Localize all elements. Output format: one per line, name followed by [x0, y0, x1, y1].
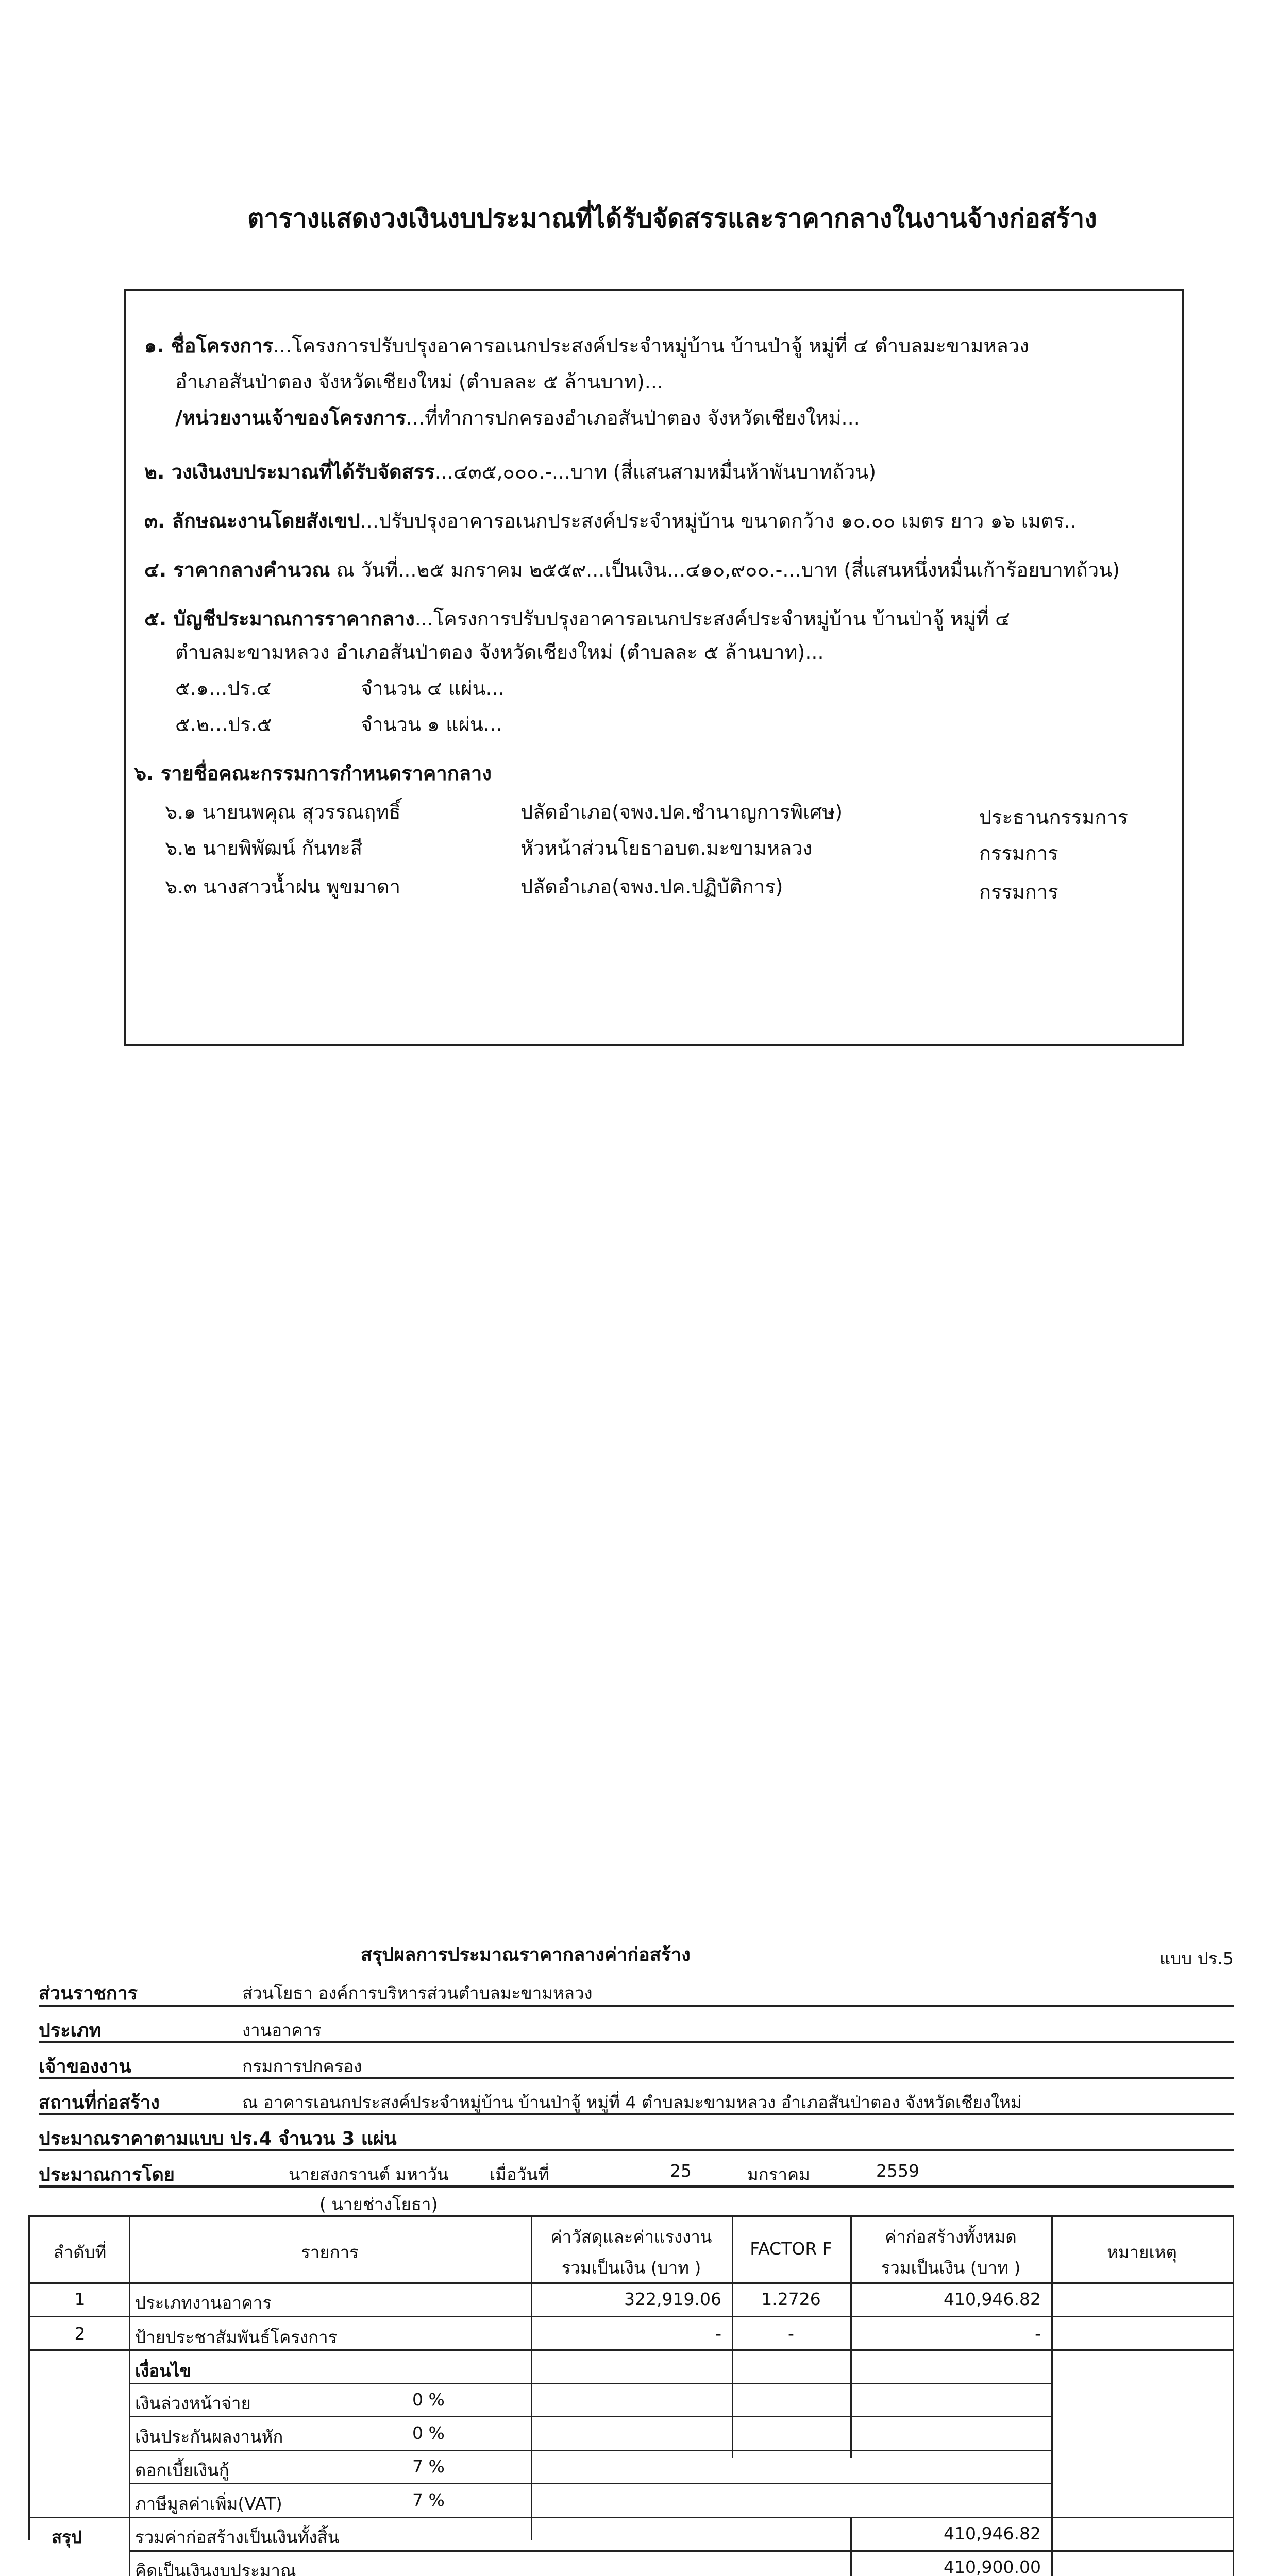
table-border [1051, 2517, 1053, 2576]
header-factor: FACTOR F [750, 2239, 832, 2259]
item1-line2: อำเภอสันป่าตอง จังหวัดเชียงใหม่ (ตำบลละ ๕ ล้านบาท)... [175, 370, 664, 393]
item5-sub-1-qty: จำนวน ๔ แผ่น... [361, 677, 505, 700]
form-code: แบบ ปร.5 [1159, 1948, 1234, 1969]
condition-interest-label: ดอกเบี้ยเงินกู้ [135, 2460, 229, 2480]
condition-guarantee-value: 0 % [412, 2423, 445, 2443]
date-month: มกราคม [747, 2164, 810, 2184]
item3-text: ...ปรับปรุงอาคารอเนกประสงค์ประจำหมู่บ้าน ขนาดกว้าง ๑๐.๐๐ เมตร ยาว ๑๖ เมตร.. [360, 510, 1077, 532]
condition-advance-value: 0 % [412, 2389, 445, 2410]
table-border [28, 2215, 1234, 2217]
summary-budget-label: คิดเป็นเงินงบประมาณ [135, 2561, 296, 2576]
table-border [28, 2282, 1234, 2284]
row-agency-value: ส่วนโยธา องค์การบริหารส่วนตำบลมะขามหลวง [242, 1983, 593, 2003]
table-row-line [129, 2483, 1051, 2484]
row2-factor: - [788, 2324, 794, 2344]
divider [39, 2041, 1234, 2043]
item1-text: ...โครงการปรับปรุงอาคารอเนกประสงค์ประจำหมู่บ้าน บ้านป่าจู้ หมู่ที่ ๔ ตำบลมะขามหลวง [273, 334, 1029, 357]
item5-line [144, 603, 1010, 634]
date-year: 2559 [876, 2161, 919, 2181]
row2-item: ป้ายประชาสัมพันธ์โครงการ [135, 2327, 338, 2347]
item1-agency-label: /หน่วยงานเจ้าของโครงการ [175, 406, 406, 429]
row2-cost: - [715, 2324, 721, 2344]
estimated-by-name: นายสงกรานต์ มหาวัน [289, 2164, 449, 2184]
row-owner-label: เจ้าของงาน [39, 2056, 131, 2077]
table-border [28, 2215, 30, 2540]
committee-2-position: หัวหน้าส่วนโยธาอบต.มะขามหลวง [520, 837, 813, 859]
item4-label: ๔. ราคากลางคำนวณ [144, 558, 330, 581]
table-row-line [129, 2416, 1051, 2417]
divider [39, 2185, 1234, 2188]
page2-title: สรุปผลการประมาณราคากลางค่าก่อสร้าง [361, 1944, 691, 1965]
row-type-value: งานอาคาร [242, 2020, 322, 2040]
committee-2-role: กรรมการ [979, 842, 1058, 865]
item1-line [144, 330, 1029, 361]
item1-agency-line [175, 402, 860, 433]
item2-line [144, 456, 876, 487]
table-row-line [129, 2450, 1051, 2451]
committee-1-name: ๖.๑ นายนพคุณ สุวรรณฤทธิ์ [165, 801, 401, 823]
page1-title: ตารางแสดงวงเงินงบประมาณที่ได้รับจัดสรรและราคากลางในงานจ้างก่อสร้าง [247, 204, 1097, 233]
committee-1-position: ปลัดอำเภอ(จพง.ปค.ชำนาญการพิเศษ) [520, 801, 843, 823]
header-total-line2: รวมเป็นเงิน (บาท ) [881, 2258, 1021, 2278]
condition-interest-value: 7 % [412, 2456, 445, 2477]
row-owner-value: กรมการปกครอง [242, 2056, 362, 2076]
row-site-value: ณ อาคารเอนกประสงค์ประจำหมู่บ้าน บ้านป่าจู้ หมู่ที่ 4 ตำบลมะขามหลวง อำเภอสันป่าตอง จังหวัดเชียงใหม่ [242, 2092, 1022, 2112]
table-border [850, 2517, 852, 2576]
divider [39, 2149, 1234, 2151]
header-total-line1: ค่าก่อสร้างทั้งหมด [885, 2227, 1017, 2247]
table-border [129, 2517, 130, 2576]
header-note: หมายเหตุ [1107, 2242, 1177, 2262]
committee-1-role: ประธานกรรมการ [979, 806, 1129, 828]
item1-agency-text: ...ที่ทำการปกครองอำเภอสันป่าตอง จังหวัดเชียงใหม่... [406, 406, 860, 429]
item5-sub-2-qty: จำนวน ๑ แผ่น... [361, 713, 502, 736]
committee-3-role: กรรมการ [979, 880, 1058, 903]
header-cost-line1: ค่าวัสดุและค่าแรงงาน [550, 2227, 712, 2247]
row1-total: 410,946.82 [944, 2289, 1041, 2309]
header-no: ลำดับที่ [53, 2242, 107, 2262]
table-border [1233, 2517, 1234, 2576]
item3-line [144, 505, 1077, 536]
summary-label: สรุป [52, 2527, 82, 2547]
item3-label: ๓. ลักษณะงานโดยสังเขป [144, 510, 360, 532]
item4-text: ณ วันที่...๒๕ มกราคม ๒๕๕๙...เป็นเงิน...๔๑๐,๙๐๐.-...บาท (สี่แสนหนึ่งหมื่นเก้าร้อยบาทถ้วน) [336, 558, 1120, 581]
row1-cost: 322,919.06 [624, 2289, 721, 2309]
row2-total: - [1035, 2324, 1041, 2344]
table-row-line [28, 2349, 1234, 2351]
conditions-label: เงื่อนไข [135, 2361, 191, 2381]
table-row-line [28, 2316, 1234, 2317]
row1-no: 1 [74, 2289, 86, 2309]
estimated-by-label: ประมาณการโดย [39, 2164, 175, 2185]
row-type-label: ประเภท [39, 2020, 102, 2041]
item5-line2: ตำบลมะขามหลวง อำเภอสันป่าตอง จังหวัดเชียงใหม่ (ตำบลละ ๕ ล้านบาท)... [175, 641, 824, 664]
committee-2-name: ๖.๒ นายพิพัฒน์ กันทะสี [165, 837, 363, 859]
estimate-line: ประมาณราคาตามแบบ ปร.4 จำนวน 3 แผ่น [39, 2128, 397, 2149]
table-row-line [28, 2517, 1234, 2518]
summary-total-label: รวมค่าก่อสร้างเป็นเงินทั้งสิ้น [135, 2527, 340, 2547]
summary-budget: 410,900.00 [944, 2557, 1041, 2576]
date-label: เมื่อวันที่ [490, 2164, 549, 2184]
committee-3-name: ๖.๓ นางสาวน้ำฝน พูขมาดา [165, 875, 401, 898]
row1-item: ประเภทงานอาคาร [135, 2293, 272, 2313]
item2-text: ...๔๓๕,๐๐๐.-...บาท (สี่แสนสามหมื่นห้าพันบาทถ้วน) [434, 461, 877, 483]
table-border [1233, 2215, 1234, 2540]
condition-vat-value: 7 % [412, 2490, 445, 2510]
table-row-line [129, 2383, 1051, 2384]
summary-total: 410,946.82 [944, 2523, 1041, 2544]
item1-label: ๑. ชื่อโครงการ [144, 334, 273, 357]
divider [39, 2005, 1234, 2007]
condition-guarantee-label: เงินประกันผลงานหัก [135, 2427, 283, 2447]
divider [39, 2113, 1234, 2115]
item5-label: ๕. บัญชีประมาณการราคากลาง [144, 607, 415, 630]
item5-sub-2-code: ๕.๒...ปร.๕ [175, 713, 272, 736]
item6-label: ๖. รายชื่อคณะกรรมการกำหนดราคากลาง [134, 762, 492, 785]
item5-sub-1-code: ๕.๑...ปร.๔ [175, 677, 272, 700]
row2-no: 2 [74, 2324, 86, 2344]
committee-3-position: ปลัดอำเภอ(จพง.ปค.ปฏิบัติการ) [520, 875, 783, 898]
condition-vat-label: ภาษีมูลค่าเพิ่ม(VAT) [135, 2494, 282, 2514]
item4-line [144, 554, 1120, 585]
divider [39, 2077, 1234, 2079]
table-row-line [129, 2550, 1234, 2552]
item2-label: ๒. วงเงินงบประมาณที่ได้รับจัดสรร [144, 461, 435, 483]
condition-advance-label: เงินล่วงหน้าจ่าย [135, 2393, 251, 2413]
row-site-label: สถานที่ก่อสร้าง [39, 2092, 160, 2113]
item5-text: ...โครงการปรับปรุงอาคารอเนกประสงค์ประจำหมู่บ้าน บ้านป่าจู้ หมู่ที่ ๔ [414, 607, 1010, 630]
header-item: รายการ [301, 2242, 359, 2262]
date-day: 25 [670, 2161, 692, 2181]
row-agency-label: ส่วนราชการ [39, 1983, 138, 2004]
row1-factor: 1.2726 [761, 2289, 821, 2309]
estimator-title: ( นายช่างโยธา) [320, 2194, 438, 2214]
header-cost-line2: รวมเป็นเงิน (บาท ) [561, 2258, 701, 2278]
